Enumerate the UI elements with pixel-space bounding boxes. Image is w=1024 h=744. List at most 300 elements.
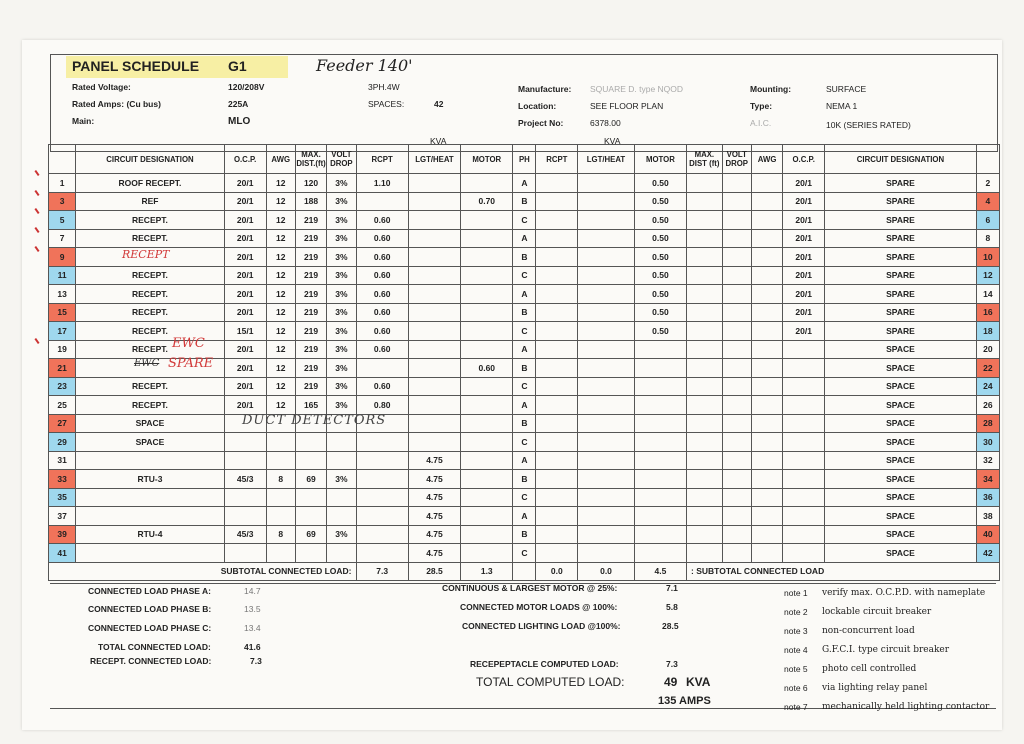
phase-b-value: 13.5	[244, 604, 261, 614]
note-item	[784, 583, 998, 602]
lgt-heat-load	[408, 377, 460, 396]
col-motor: MOTOR	[461, 145, 513, 174]
circuit-row	[49, 248, 1000, 267]
motor-load	[461, 507, 513, 526]
awg-right	[751, 322, 782, 341]
rcpt-load-right	[536, 266, 578, 285]
rcpt-load-right	[536, 414, 578, 433]
circuit-row	[49, 266, 1000, 285]
left-ocp: 20/1	[224, 248, 266, 267]
awg-right	[751, 359, 782, 378]
circuit-row	[49, 488, 1000, 507]
motor-load	[461, 174, 513, 193]
phase: C	[513, 433, 536, 452]
max-dist-right	[687, 544, 723, 563]
lgt-heat-load	[408, 229, 460, 248]
motor-load-right	[634, 470, 686, 489]
left-max-dist: 219	[295, 229, 326, 248]
note-label: note 6	[784, 682, 808, 693]
right-circuit-number: 40	[976, 525, 999, 544]
lgt-heat-load-right	[578, 544, 634, 563]
kva-right-label: KVA	[604, 136, 621, 146]
rcpt-load	[356, 192, 408, 211]
right-designation: SPACE	[825, 470, 977, 489]
rcpt-load	[356, 507, 408, 526]
lgt-heat-load	[408, 414, 460, 433]
ocp-right: 20/1	[783, 211, 825, 230]
connected-lighting-value: 28.5	[662, 621, 679, 631]
left-ocp	[224, 488, 266, 507]
phase-b-label: CONNECTED LOAD PHASE B:	[88, 604, 212, 614]
phase: B	[513, 192, 536, 211]
rcpt-load-right	[536, 174, 578, 193]
awg-right	[751, 285, 782, 304]
lgt-heat-load-right	[578, 488, 634, 507]
left-designation: RECEPT.	[76, 340, 225, 359]
lgt-heat-load-right	[578, 248, 634, 267]
right-circuit-number: 16	[976, 303, 999, 322]
right-circuit-number: 6	[976, 211, 999, 230]
awg-right	[751, 507, 782, 526]
note-text: mechanically held lighting contactor	[822, 701, 990, 712]
left-designation: RECEPT.	[76, 377, 225, 396]
motor-load-right: 0.50	[634, 248, 686, 267]
total-computed-kva: 49	[664, 675, 678, 689]
left-designation: RECEPT.	[76, 322, 225, 341]
max-dist-right	[687, 285, 723, 304]
left-designation: REF	[76, 192, 225, 211]
lgt-heat-load	[408, 248, 460, 267]
ocp-right: 20/1	[783, 174, 825, 193]
connected-motor-value: 5.8	[666, 602, 678, 612]
volt-drop-right	[722, 303, 751, 322]
left-volt-drop: 3%	[327, 248, 356, 267]
right-circuit-number: 34	[976, 470, 999, 489]
motor-load	[461, 433, 513, 452]
left-circuit-number: 23	[49, 377, 76, 396]
max-dist-right	[687, 322, 723, 341]
table-header-row	[49, 145, 1000, 174]
motor-load-right: 0.50	[634, 174, 686, 193]
project-value: 6378.00	[590, 118, 621, 128]
lgt-heat-load	[408, 340, 460, 359]
ocp-right: 20/1	[783, 248, 825, 267]
volt-drop-right	[722, 174, 751, 193]
rcpt-load: 0.60	[356, 377, 408, 396]
circuit-row	[49, 470, 1000, 489]
ocp-right	[783, 340, 825, 359]
motor-load-right: 0.50	[634, 229, 686, 248]
subtotal-ph-blank	[513, 562, 536, 581]
phase: B	[513, 525, 536, 544]
motor-load	[461, 525, 513, 544]
note-label: note 4	[784, 644, 808, 655]
left-awg: 12	[266, 359, 295, 378]
spaces-value: 42	[434, 99, 444, 109]
receptacle-computed-value: 7.3	[666, 659, 678, 669]
right-designation: SPARE	[825, 229, 977, 248]
type-label: Type:	[750, 101, 773, 111]
col-awg: AWG	[266, 145, 295, 174]
left-awg	[266, 451, 295, 470]
right-designation: SPARE	[825, 266, 977, 285]
right-designation: SPACE	[825, 414, 977, 433]
left-volt-drop: 3%	[327, 285, 356, 304]
awg-right	[751, 451, 782, 470]
kva-unit: KVA	[686, 675, 711, 689]
left-circuit-number: 21	[49, 359, 76, 378]
motor-load	[461, 451, 513, 470]
rcpt-load	[356, 359, 408, 378]
lgt-heat-load-right	[578, 192, 634, 211]
phase-a-label: CONNECTED LOAD PHASE A:	[88, 586, 211, 596]
left-circuit-number: 19	[49, 340, 76, 359]
right-circuit-number: 18	[976, 322, 999, 341]
lgt-heat-load-right	[578, 322, 634, 341]
total-amps: 135 AMPS	[658, 695, 711, 707]
rcpt-load	[356, 470, 408, 489]
left-max-dist: 219	[295, 266, 326, 285]
motor-load-right	[634, 488, 686, 507]
circuit-row	[49, 174, 1000, 193]
phase: C	[513, 377, 536, 396]
rated-voltage-label: Rated Voltage:	[72, 82, 131, 92]
awg-right	[751, 470, 782, 489]
rcpt-load-right	[536, 544, 578, 563]
left-circuit-number: 27	[49, 414, 76, 433]
max-dist-right	[687, 451, 723, 470]
motor-load-right: 0.50	[634, 322, 686, 341]
left-circuit-number: 9	[49, 248, 76, 267]
left-ocp: 45/3	[224, 525, 266, 544]
lgt-heat-load-right	[578, 229, 634, 248]
left-ocp: 20/1	[224, 340, 266, 359]
max-dist-right	[687, 470, 723, 489]
rcpt-load-right	[536, 340, 578, 359]
spaces-label: SPACES:	[368, 99, 405, 109]
right-circuit-number: 22	[976, 359, 999, 378]
phase: A	[513, 174, 536, 193]
handwritten-recept-row9: RECEPT	[122, 248, 170, 261]
awg-right	[751, 192, 782, 211]
awg-right	[751, 211, 782, 230]
rcpt-load-right	[536, 396, 578, 415]
col-motor-right: MOTOR	[634, 145, 686, 174]
left-ocp	[224, 433, 266, 452]
left-ocp: 20/1	[224, 396, 266, 415]
right-circuit-number: 2	[976, 174, 999, 193]
volt-drop-right	[722, 544, 751, 563]
ocp-right: 20/1	[783, 229, 825, 248]
max-dist-right	[687, 488, 723, 507]
col-rcpt-right: RCPT	[536, 145, 578, 174]
rcpt-load	[356, 451, 408, 470]
left-circuit-number: 17	[49, 322, 76, 341]
left-ocp: 20/1	[224, 192, 266, 211]
rcpt-load-right	[536, 211, 578, 230]
motor-load-right	[634, 507, 686, 526]
col-rcpt: RCPT	[356, 145, 408, 174]
right-designation: SPACE	[825, 525, 977, 544]
right-designation: SPACE	[825, 451, 977, 470]
lgt-heat-load-right	[578, 285, 634, 304]
rcpt-load-right	[536, 488, 578, 507]
location-value: SEE FLOOR PLAN	[590, 101, 664, 111]
awg-right	[751, 340, 782, 359]
left-circuit-number: 13	[49, 285, 76, 304]
left-volt-drop: 3%	[327, 377, 356, 396]
motor-load-right	[634, 433, 686, 452]
awg-right	[751, 396, 782, 415]
left-designation	[76, 451, 225, 470]
left-awg: 8	[266, 470, 295, 489]
left-ocp: 20/1	[224, 359, 266, 378]
rated-voltage-value: 120/208V	[228, 82, 265, 92]
col-ocp-right: O.C.P.	[783, 145, 825, 174]
circuit-row	[49, 303, 1000, 322]
left-awg: 12	[266, 303, 295, 322]
lgt-heat-load-right	[578, 507, 634, 526]
recept-connected-value: 7.3	[250, 656, 262, 666]
left-volt-drop: 3%	[327, 396, 356, 415]
lgt-heat-load: 4.75	[408, 525, 460, 544]
right-circuit-number: 14	[976, 285, 999, 304]
ocp-right: 20/1	[783, 322, 825, 341]
circuit-row	[49, 377, 1000, 396]
motor-load	[461, 303, 513, 322]
lgt-heat-load-right	[578, 340, 634, 359]
left-circuit-number: 1	[49, 174, 76, 193]
motor-load-right	[634, 525, 686, 544]
lgt-heat-load-right	[578, 451, 634, 470]
handwritten-ewc-row19: EWC	[172, 336, 205, 351]
subtotal-right-label: : SUBTOTAL CONNECTED LOAD	[687, 562, 1000, 581]
rcpt-load: 0.60	[356, 211, 408, 230]
motor-load	[461, 322, 513, 341]
left-designation: RECEPT.	[76, 285, 225, 304]
right-designation: SPARE	[825, 174, 977, 193]
note-item	[784, 602, 998, 621]
ocp-right	[783, 396, 825, 415]
subtotal-lgt: 28.5	[408, 562, 460, 581]
lgt-heat-load	[408, 285, 460, 304]
phase: A	[513, 340, 536, 359]
left-volt-drop: 3%	[327, 266, 356, 285]
right-number-header	[976, 145, 999, 174]
col-circuit-designation-right: CIRCUIT DESIGNATION	[825, 145, 977, 174]
rcpt-load-right	[536, 322, 578, 341]
rcpt-load-right	[536, 359, 578, 378]
col-awg-right: AWG	[751, 145, 782, 174]
right-designation: SPACE	[825, 340, 977, 359]
left-volt-drop: 3%	[327, 174, 356, 193]
right-designation: SPARE	[825, 285, 977, 304]
left-ocp	[224, 451, 266, 470]
left-awg: 12	[266, 396, 295, 415]
right-designation: SPACE	[825, 507, 977, 526]
motor-load-right: 0.50	[634, 211, 686, 230]
manufacture-value: SQUARE D. type NQOD	[590, 84, 684, 94]
left-awg	[266, 507, 295, 526]
max-dist-right	[687, 396, 723, 415]
volt-drop-right	[722, 488, 751, 507]
left-awg: 12	[266, 211, 295, 230]
left-awg: 12	[266, 340, 295, 359]
max-dist-right	[687, 525, 723, 544]
subtotal-motor: 1.3	[461, 562, 513, 581]
left-max-dist: 219	[295, 359, 326, 378]
right-designation: SPARE	[825, 248, 977, 267]
col-volt-drop: VOLT DROP	[327, 145, 356, 174]
col-max-dist: MAX. DIST.(ft)	[295, 145, 326, 174]
manufacture-label: Manufacture:	[518, 84, 572, 94]
rcpt-load-right	[536, 192, 578, 211]
lgt-heat-load-right	[578, 377, 634, 396]
ocp-right	[783, 377, 825, 396]
rcpt-load	[356, 525, 408, 544]
motor-load	[461, 377, 513, 396]
subtotal-lgt-right: 0.0	[578, 562, 634, 581]
right-designation: SPACE	[825, 544, 977, 563]
left-circuit-number: 39	[49, 525, 76, 544]
phase: B	[513, 414, 536, 433]
volt-drop-right	[722, 507, 751, 526]
ocp-right	[783, 525, 825, 544]
note-label: note 2	[784, 606, 808, 617]
lgt-heat-load	[408, 396, 460, 415]
rcpt-load: 0.60	[356, 229, 408, 248]
ocp-right	[783, 433, 825, 452]
left-max-dist: 219	[295, 340, 326, 359]
left-circuit-number: 3	[49, 192, 76, 211]
phase: A	[513, 396, 536, 415]
right-circuit-number: 28	[976, 414, 999, 433]
struck-ewc-row21: EWC	[134, 358, 160, 369]
left-ocp: 45/3	[224, 470, 266, 489]
lgt-heat-load-right	[578, 470, 634, 489]
lgt-heat-load: 4.75	[408, 470, 460, 489]
phase: C	[513, 544, 536, 563]
note-label: note 1	[784, 587, 808, 598]
main-label: Main:	[72, 116, 95, 126]
note-text: lockable circuit breaker	[822, 606, 932, 617]
left-ocp: 20/1	[224, 266, 266, 285]
ocp-right	[783, 507, 825, 526]
motor-load: 0.60	[461, 359, 513, 378]
left-designation	[76, 507, 225, 526]
volt-drop-right	[722, 266, 751, 285]
left-number-header	[49, 145, 76, 174]
right-designation: SPACE	[825, 377, 977, 396]
max-dist-right	[687, 507, 723, 526]
motor-load	[461, 414, 513, 433]
motor-load-right	[634, 340, 686, 359]
left-max-dist: 69	[295, 525, 326, 544]
right-circuit-number: 42	[976, 544, 999, 563]
lgt-heat-load-right	[578, 433, 634, 452]
ocp-right: 20/1	[783, 303, 825, 322]
left-designation: RECEPT.	[76, 211, 225, 230]
right-designation: SPACE	[825, 396, 977, 415]
notes-list	[784, 583, 998, 716]
awg-right	[751, 525, 782, 544]
ocp-right	[783, 359, 825, 378]
rcpt-load-right	[536, 470, 578, 489]
subtotal-rcpt-right: 0.0	[536, 562, 578, 581]
right-designation: SPACE	[825, 488, 977, 507]
phase: C	[513, 211, 536, 230]
awg-right	[751, 229, 782, 248]
motor-load-right	[634, 544, 686, 563]
rcpt-load-right	[536, 525, 578, 544]
mounting-value: SURFACE	[826, 84, 867, 94]
col-lgt-heat-right: LGT/HEAT	[578, 145, 634, 174]
left-max-dist	[295, 433, 326, 452]
aic-label: A.I.C.	[750, 118, 772, 128]
left-max-dist: 219	[295, 303, 326, 322]
lgt-heat-load-right	[578, 211, 634, 230]
left-designation: RECEPT.	[76, 396, 225, 415]
left-awg	[266, 433, 295, 452]
ocp-right	[783, 451, 825, 470]
motor-load	[461, 340, 513, 359]
note-text: G.F.C.I. type circuit breaker	[822, 644, 950, 655]
red-tick-mark	[34, 246, 39, 252]
phase: A	[513, 451, 536, 470]
left-circuit-number: 11	[49, 266, 76, 285]
left-volt-drop: 3%	[327, 525, 356, 544]
left-volt-drop	[327, 507, 356, 526]
left-awg: 8	[266, 525, 295, 544]
main-value: MLO	[228, 116, 251, 127]
rcpt-load-right	[536, 433, 578, 452]
awg-right	[751, 303, 782, 322]
left-volt-drop: 3%	[327, 359, 356, 378]
left-ocp: 20/1	[224, 211, 266, 230]
left-ocp	[224, 544, 266, 563]
handwritten-duct-detectors: DUCT DETECTORS	[242, 413, 387, 428]
max-dist-right	[687, 211, 723, 230]
volt-drop-right	[722, 377, 751, 396]
lgt-heat-load	[408, 433, 460, 452]
motor-load-right	[634, 451, 686, 470]
motor-load	[461, 211, 513, 230]
ocp-right: 20/1	[783, 192, 825, 211]
lgt-heat-load: 4.75	[408, 507, 460, 526]
right-circuit-number: 24	[976, 377, 999, 396]
left-designation: RTU-3	[76, 470, 225, 489]
right-circuit-number: 20	[976, 340, 999, 359]
volt-drop-right	[722, 525, 751, 544]
lgt-heat-load-right	[578, 525, 634, 544]
left-awg: 12	[266, 377, 295, 396]
ocp-right: 20/1	[783, 266, 825, 285]
right-circuit-number: 36	[976, 488, 999, 507]
rcpt-load-right	[536, 377, 578, 396]
right-circuit-number: 8	[976, 229, 999, 248]
feeder-handwritten-note: Feeder 140'	[316, 56, 413, 75]
right-designation: SPARE	[825, 192, 977, 211]
note-text: via lighting relay panel	[822, 682, 928, 693]
left-circuit-number: 25	[49, 396, 76, 415]
left-max-dist: 69	[295, 470, 326, 489]
left-ocp: 20/1	[224, 229, 266, 248]
lgt-heat-load	[408, 174, 460, 193]
col-volt-drop-right: VOLT DROP	[722, 145, 751, 174]
volt-drop-right	[722, 433, 751, 452]
note-item	[784, 621, 998, 640]
max-dist-right	[687, 433, 723, 452]
